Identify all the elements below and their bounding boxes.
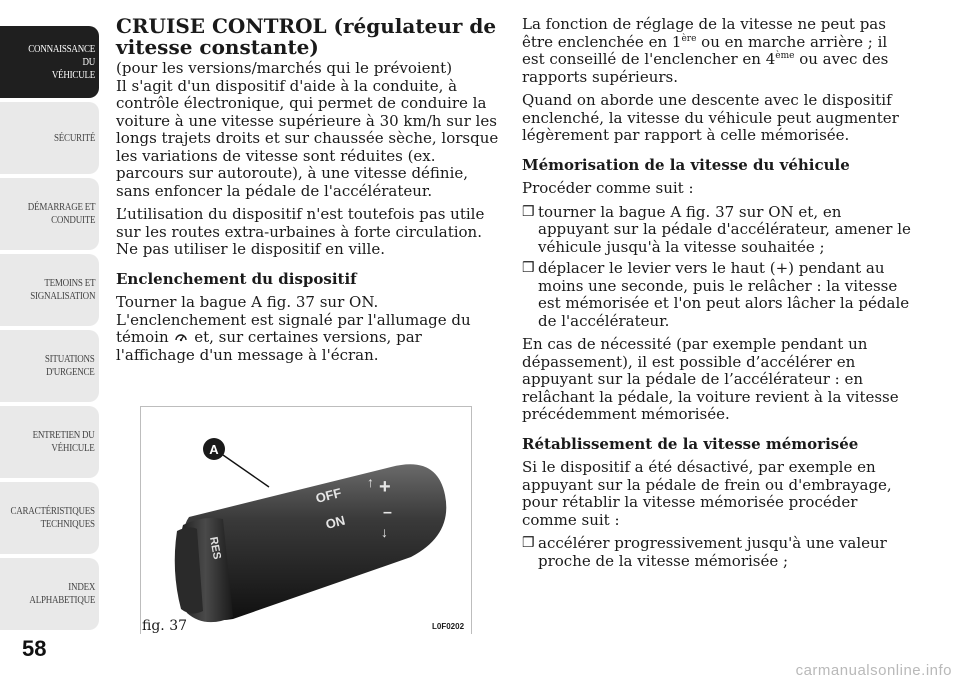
intro-paragraph: Il s'agit d'un dispositif d'aide à la conduite, à contrôle électronique, qui permet de conduire la voiture à une vitesse supérieure à 30 km/h sur les longs trajets droits et sur chaussée sèche, lorsque les variations de vitesse sont réduites (ex. parcours sur autoroute), à une vitesse définie, sans enfoncer la pédale de l'accélérateur. — [116, 76, 499, 200]
tab-demarrage-conduite[interactable] — [0, 178, 99, 250]
cruise-lever-illustration — [141, 407, 473, 635]
gear-sup-2: ème — [775, 51, 795, 61]
off-label: OFF — [314, 485, 343, 506]
memorisation-heading: Mémorisation de la vitesse du véhicule — [522, 155, 850, 174]
signal-text-b: et, sur certaines versions, par l'affichage d'un message à l'écran. — [116, 328, 422, 364]
down-arrow-icon: ↓ — [381, 524, 388, 540]
gear-sup-1: ère — [681, 33, 697, 44]
res-label: RES — [207, 535, 223, 561]
restore-steps — [522, 535, 914, 570]
tab-label: DÉMARRAGE ET CONDUITE — [27, 201, 95, 226]
gear-text-c: ou avec des rapports supérieurs. — [522, 50, 889, 86]
engage-heading: Enclenchement du dispositif — [116, 269, 357, 288]
tab-label: CONNAISSANCE DU VÉHICULE — [28, 42, 96, 81]
tab-temoins-signalisation[interactable] — [0, 254, 99, 326]
figure-caption: fig. 37 — [142, 618, 188, 634]
gear-restriction-paragraph — [522, 16, 914, 86]
tab-label: ENTRETIEN DU VÉHICULE — [33, 429, 95, 454]
minus-label: – — [383, 504, 392, 521]
engage-step: Tourner la bague A fig. 37 sur ON. — [116, 293, 379, 311]
tab-label: INDEX ALPHABETIQUE — [29, 581, 95, 606]
tab-situations-urgence[interactable] — [0, 330, 99, 402]
right-column — [522, 16, 914, 576]
tab-entretien-vehicule[interactable] — [0, 406, 99, 478]
section-subtitle: (pour les versions/marchés qui le prévoient) — [116, 59, 453, 77]
tab-label: CARACTÉRISTIQUES TECHNIQUES — [10, 505, 95, 530]
gear-text-a: La fonction de réglage de la vitesse ne peut pas être enclenchée en 1 — [522, 15, 886, 51]
tab-connaissance-vehicule[interactable] — [0, 26, 99, 98]
signal-text-a: L'enclenchement est signalé par l'allumage du témoin — [116, 310, 471, 346]
tab-caracteristiques-techniques[interactable] — [0, 482, 99, 554]
engage-signal-paragraph — [116, 312, 500, 365]
callout-a-label: A — [209, 442, 219, 457]
section-title: CRUISE CONTROL (régulateur de vitesse constante) — [116, 14, 497, 59]
procedure-intro: Procéder comme suit : — [522, 179, 694, 197]
gear-text-b: ou en marche arrière ; il est conseillé de l'enclencher en 4 — [522, 32, 888, 68]
callout-leader — [223, 455, 269, 487]
usage-paragraph: L’utilisation du dispositif n'est toutefois pas utile sur les routes extra-urbaines à forte circulation. Ne pas utiliser le dispositif en ville. — [116, 205, 485, 258]
tab-label: SÉCURITÉ — [53, 131, 95, 144]
restore-paragraph: Si le dispositif a été désactivé, par exemple en appuyant sur la pédale de frein ou d'embrayage, pour rétablir la vitesse mémorisée procéder comme suit : — [522, 458, 892, 529]
list-item: ❒ déplacer le levier vers le haut (+) pendant au moins une seconde, puis le relâcher : la vitesse est mémorisée et l'on peut alors lâcher la pédale de l'accélérateur. — [522, 260, 914, 330]
on-label: ON — [324, 512, 347, 532]
overtake-paragraph: En cas de nécessité (par exemple pendant un dépassement), il est possible d’accélérer en appuyant sur la pédale de l’accélérateur : en relâchant la pédale, la voiture revient à la vitesse précédemment mémorisée. — [522, 335, 899, 423]
restore-heading: Rétablissement de la vitesse mémorisée — [522, 434, 859, 453]
cruise-control-icon — [175, 332, 187, 343]
tab-index-alphabetique[interactable] — [0, 558, 99, 630]
tab-label: SITUATIONS D'URGENCE — [45, 353, 95, 378]
up-arrow-icon: ↑ — [367, 474, 374, 490]
plus-label: + — [379, 476, 391, 498]
memorisation-steps — [522, 204, 914, 331]
list-item: ❒ tourner la bague A fig. 37 sur ON et, en appuyant sur la pédale d'accélérateur, amener le véhicule jusqu'à la vitesse souhaitée ; — [522, 204, 914, 257]
tab-label: TEMOINS ET SIGNALISATION — [30, 277, 95, 302]
figure-37 — [140, 406, 472, 634]
watermark: carmanualsonline.info — [795, 662, 952, 679]
left-column — [116, 16, 500, 370]
descent-paragraph: Quand on aborde une descente avec le dispositif enclenché, la vitesse du véhicule peut augmenter légèrement par rapport à celle mémorisée. — [522, 91, 899, 144]
figure-code: L0F0202 — [432, 622, 465, 631]
tab-securite[interactable] — [0, 102, 99, 174]
list-item: ❒ accélérer progressivement jusqu'à une valeur proche de la vitesse mémorisée ; — [522, 535, 914, 570]
page-number: 58 — [22, 636, 47, 661]
